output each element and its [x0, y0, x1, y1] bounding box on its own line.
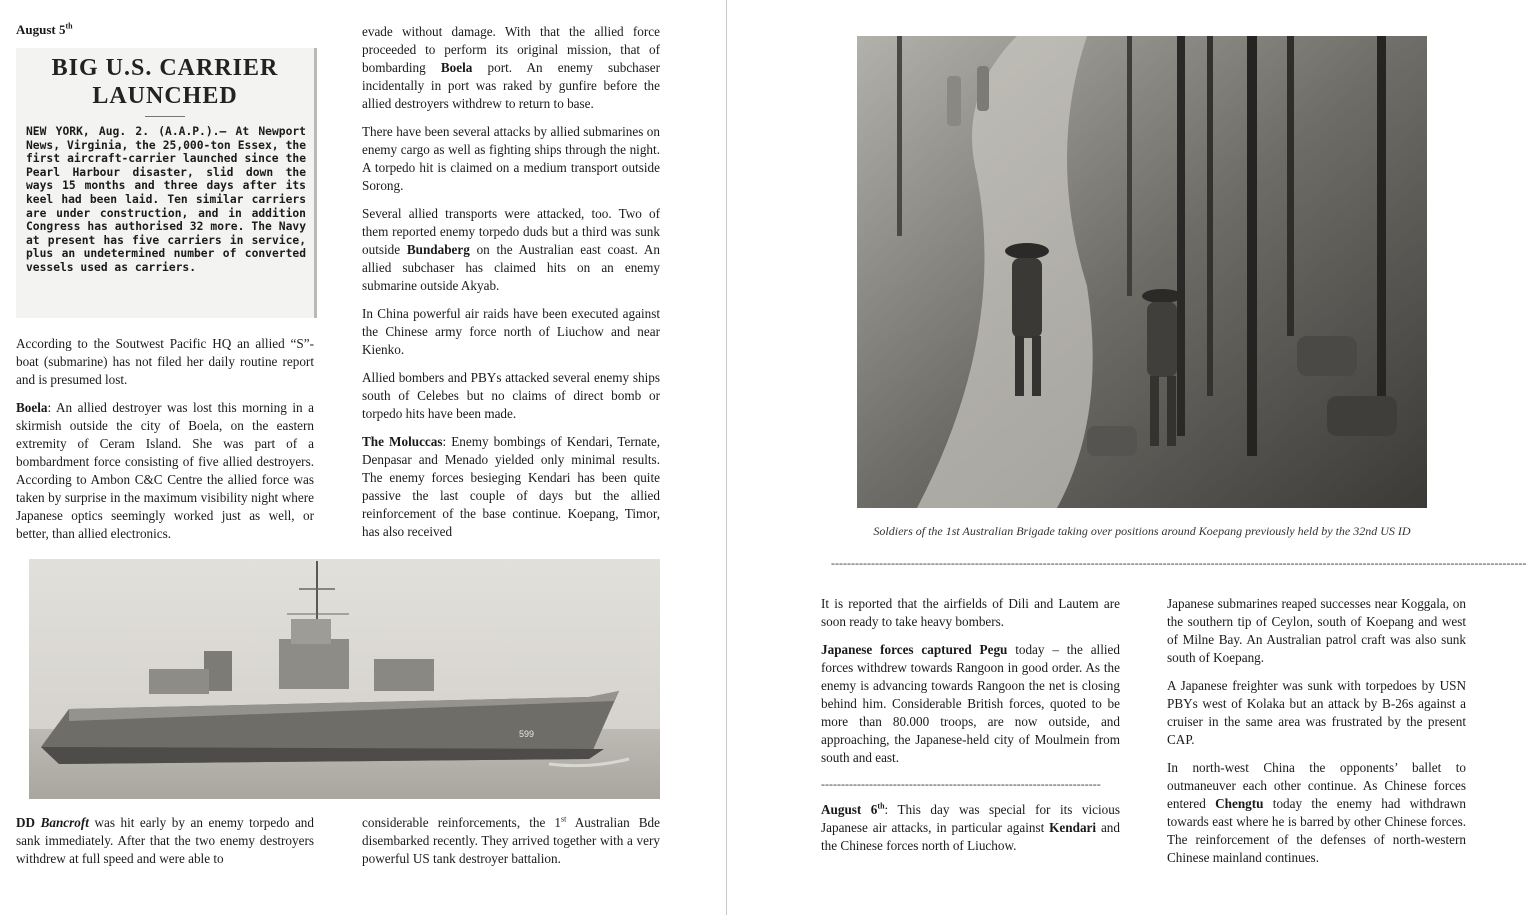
reinforcements-sup: st [561, 814, 567, 824]
paragraph-submarine-attacks: There have been several attacks by allied submarines on enemy cargo as well as fighting ships through the night. A torpedo hit is claimed on a medium transport outside Sorong. [362, 124, 660, 193]
august-6-sup: th [877, 801, 885, 811]
clipping-rule [145, 116, 185, 117]
moluccas-bold: The Moluccas [362, 434, 443, 449]
evade-bold: Boela [440, 60, 473, 75]
destroyer-photo [29, 559, 660, 799]
boela-text: : An allied destroyer was lost this morning in a skirmish outside the city of Boela, on the eastern extremity of Ceram Island. She was part of a bombardment force consisting of five allied destroyers. According to Ambon C&C Centre the allied force was taken by surprise in the maximum visibility night where Japanese optics seemingly worked just as well, or better, than allied electronics. [16, 400, 314, 541]
transports-text-a: Several allied transports were attacked, too. Two of them reported enemy torpedo duds but a third was sunk outside [362, 206, 660, 257]
august-6-text-a: : This day was special for its vicious Japanese air attacks, in particular against [821, 802, 1120, 835]
photo-caption: Soldiers of the 1st Australian Brigade taking over positions around Koepang previously held by the 32nd US ID [873, 524, 1411, 538]
paragraph-airfields: It is reported that the airfields of Dili and Lautem are soon ready to take heavy bombers. [821, 596, 1120, 629]
chengtu-text-a: In north-west China the opponents’ ballet to outmaneuver each other continue. As Chinese forces entered [1167, 760, 1466, 811]
ship-hull-number: 599 [519, 729, 535, 739]
paragraph-s-boat: According to the Soutwest Pacific HQ an allied “S”-boat (submarine) has not filed her daily routine report and is presumed lost. [16, 336, 314, 387]
clipping-headline [16, 54, 314, 110]
clipping-headline-line2: LAUNCHED [92, 83, 238, 109]
section-separator: ------------------------------------------------------------------------------------------------------------------------------------------------------------------------------ [831, 556, 1526, 570]
destroyer-image [29, 559, 660, 799]
column-2-bottom [362, 814, 660, 878]
reinforcements-text-a: considerable reinforcements, the 1 [362, 815, 562, 830]
august-6-heading: August 6 [821, 802, 878, 817]
paragraph-celebes: Allied bombers and PBYs attacked several enemy ships south of Celebes but no claims of direct bomb or torpedo hits have been made. [362, 370, 660, 421]
clipping-body: NEW YORK, Aug. 2. (A.A.P.).— At Newport News, Virginia, the 25,000-ton Essex, the first aircraft-carrier launched since the Pearl Harbour disaster, slid down the ways 15 months and three days after its keel had been laid. Ten similar carriers are under construction, and in addition Congress has authorised 32 more. The Navy at present has five carriers in service, plus an undetermined number of converted vessels used as carriers. [26, 125, 306, 274]
august-6-text-b: and the Chinese forces north of Liuchow. [821, 820, 1120, 853]
date-heading-august-5 [16, 22, 73, 38]
column-1-bottom [16, 814, 314, 878]
column-1 [16, 335, 314, 553]
paragraph-transports [362, 205, 660, 295]
column-separator: ---------------------------------------------------------------------- [821, 777, 1101, 791]
newspaper-clipping [16, 48, 317, 318]
clipping-headline-line1: BIG U.S. CARRIER [51, 55, 279, 81]
transports-bold: Bundaberg [406, 242, 470, 257]
moluccas-text: : Enemy bombings of Kendari, Ternate, Denpasar and Menado yielded only minimal results. The enemy forces besieging Kendari has been quite passive the last couple of days but the allied reinforcement of the base continue. Koepang, Timor, has also received [362, 434, 660, 539]
column-4 [1167, 595, 1466, 877]
bancroft-name: Bancroft [40, 815, 89, 830]
date-heading-sup: th [65, 21, 73, 31]
paragraph-boela [16, 399, 314, 543]
paragraph-kolaka: A Japanese freighter was sunk with torpedoes by USN PBYs west of Kolaka but an attack by B-26s against a cruiser in the same area was frustrated by the present CAP. [1167, 678, 1466, 747]
paragraph-pegu [821, 641, 1120, 767]
soldiers-photo [857, 36, 1427, 508]
column-3 [821, 595, 1120, 865]
august-6-bold: Kendari [1049, 820, 1097, 835]
chengtu-text-b: today the enemy had withdrawn towards east where he is barred by other Chinese forces. The reinforcement of the defenses of north-western Chinese mainland continues. [1167, 796, 1466, 865]
page-divider [726, 0, 727, 915]
boela-bold: Boela [16, 400, 48, 415]
pegu-bold: Japanese forces captured Pegu [821, 642, 1008, 657]
column-2 [362, 23, 660, 551]
paragraph-bancroft [16, 814, 314, 868]
pegu-text: today – the allied forces withdrew towards Rangoon in good order. As the enemy is advancing towards Rangoon the net is closing behind him. Considerable British forces, quoted to be more than 80.000 troops, are now outside, and approaching, the Japanese-held city of Moulmein from south and east. [821, 642, 1121, 765]
paragraph-chengtu [1167, 759, 1466, 867]
bancroft-text: was hit early by an enemy torpedo and sank immediately. After that the two enemy destroyers withdrew at full speed and were able to [16, 815, 314, 866]
paragraph-august-6 [821, 801, 1120, 855]
paragraph-moluccas [362, 433, 660, 541]
reinforcements-text-b: Australian Bde disembarked recently. They arrived together with a very powerful US tank destroyer battalion. [362, 815, 660, 866]
paragraph-china-air-raids: In China powerful air raids have been executed against the Chinese army force north of Liuchow and near Kienko. [362, 306, 660, 357]
evade-text-b: port. An enemy subchaser incidentally in port was raked by gunfire before the allied destroyers withdrew to return to base. [362, 60, 661, 111]
date-heading-text: August 5 [16, 22, 66, 37]
paragraph-koggala: Japanese submarines reaped successes near Koggala, on the southern tip of Ceylon, south of Koepang and west of Milne Bay. An Australian patrol craft was also sunk south of Koepang. [1167, 596, 1466, 665]
bancroft-dd: DD [16, 815, 41, 830]
paragraph-evade [362, 23, 660, 113]
transports-text-b: on the Australian east coast. An allied subchaser has claimed hits on an enemy submarine outside Akyab. [362, 242, 660, 293]
soldiers-image [857, 36, 1427, 508]
evade-text-a: evade without damage. With that the allied force proceeded to perform its original mission, that of bombarding [362, 24, 660, 75]
paragraph-reinforcements [362, 814, 660, 868]
chengtu-bold: Chengtu [1215, 796, 1264, 811]
